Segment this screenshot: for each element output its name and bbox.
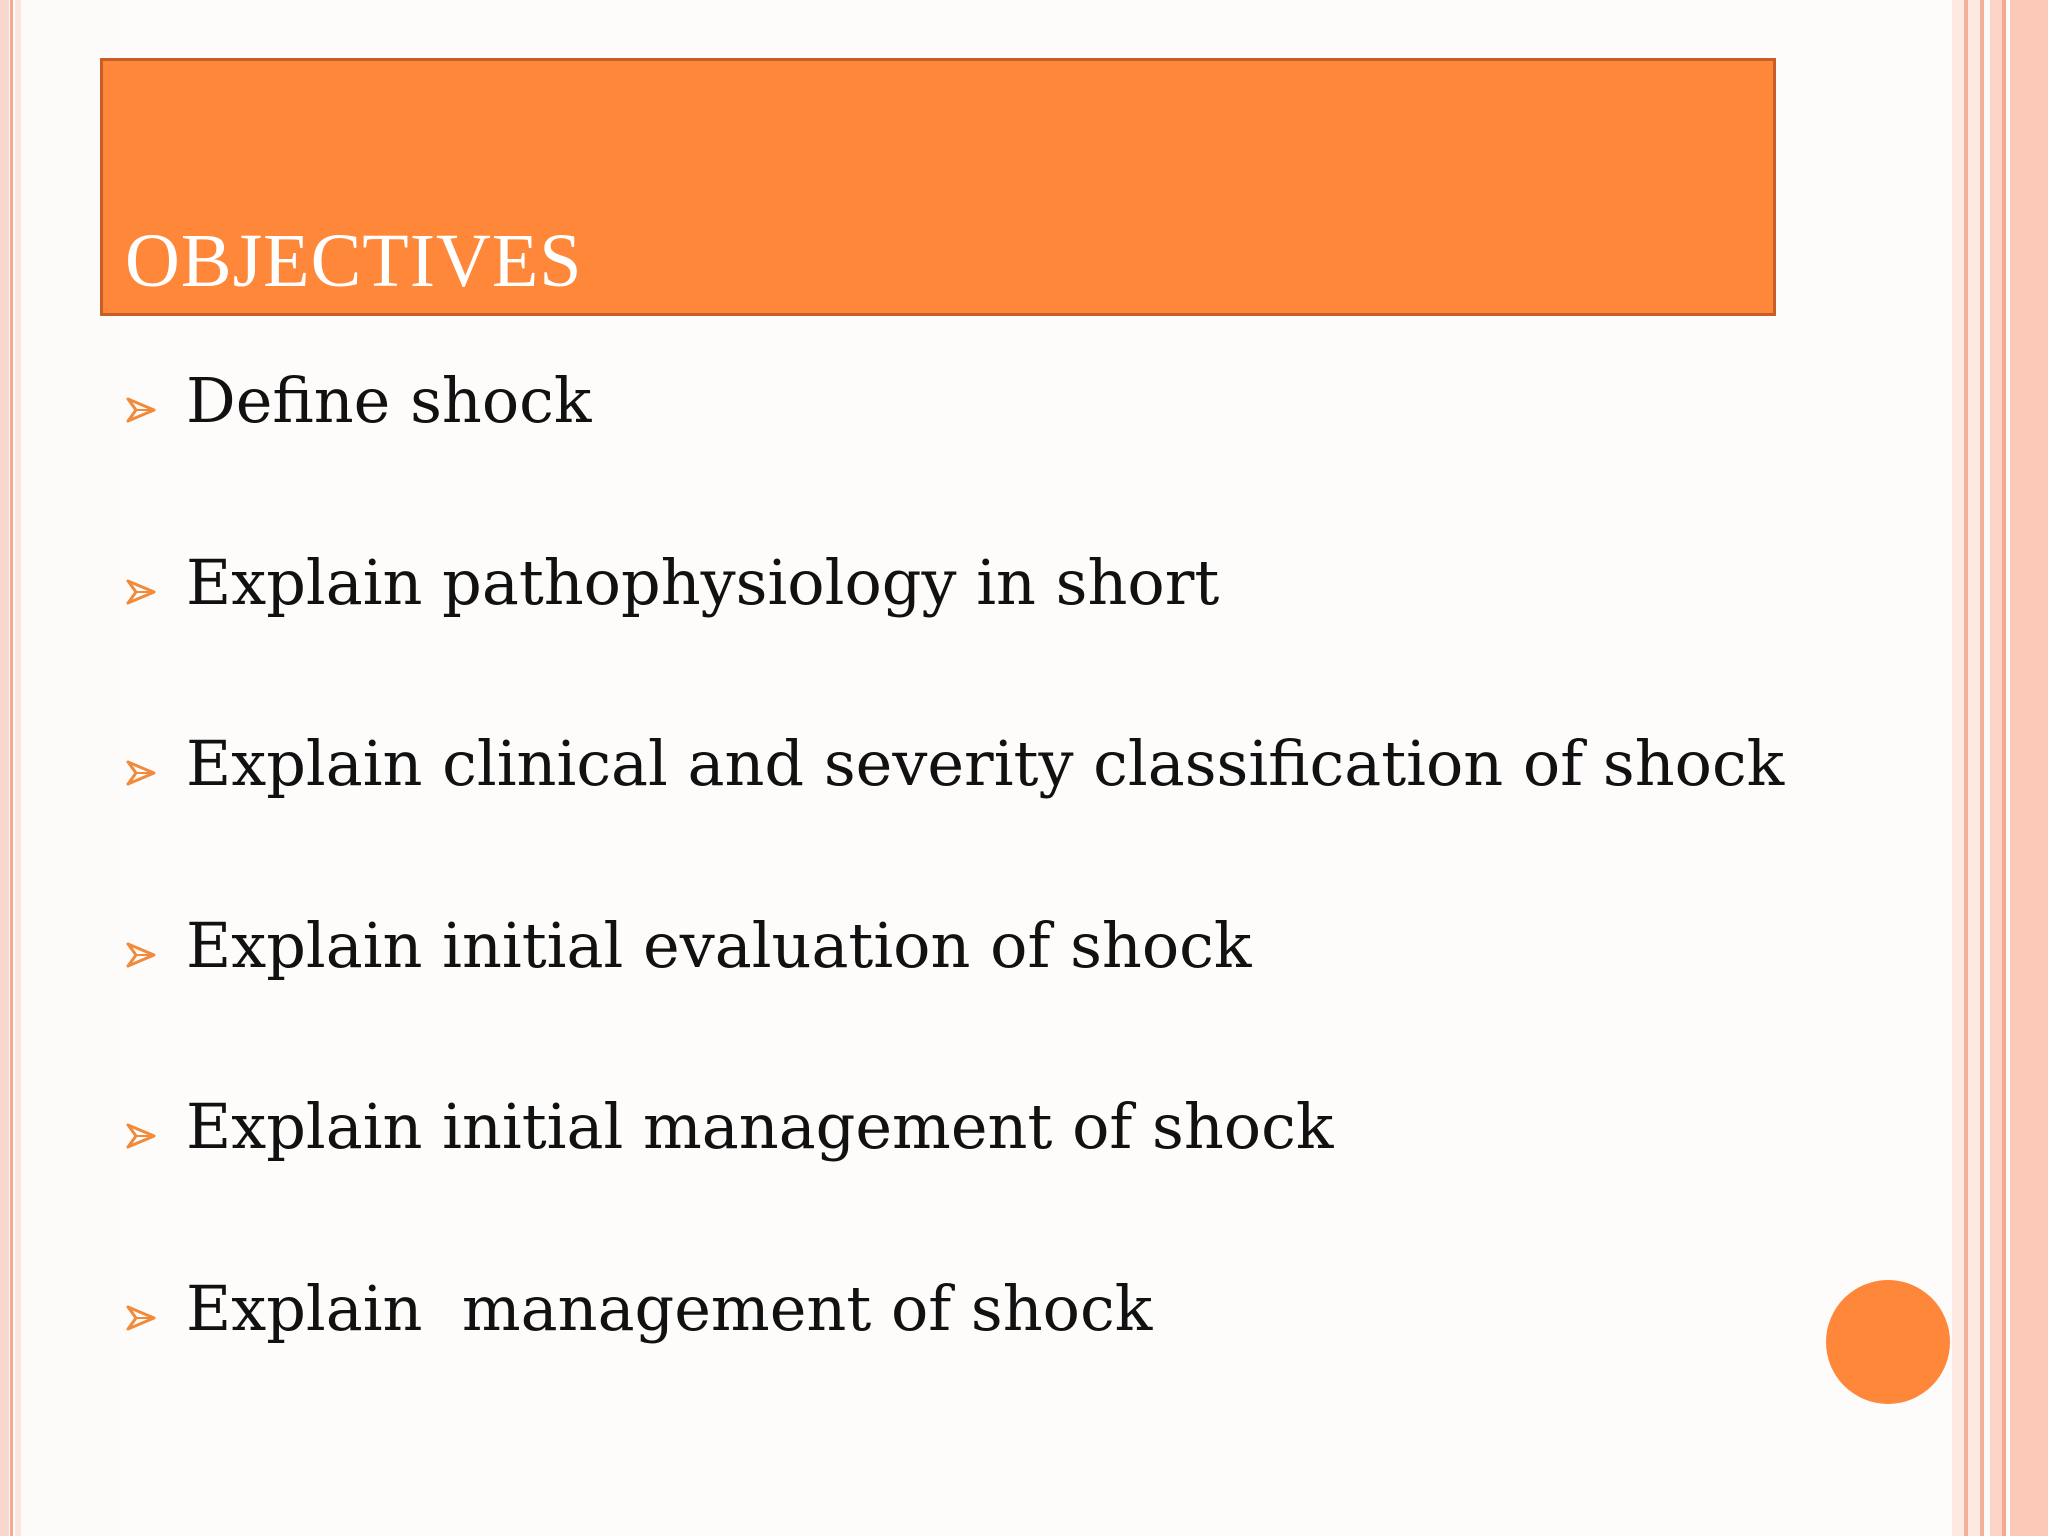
- right-border-stripe: [1952, 0, 1964, 1536]
- right-border-stripe: [1980, 0, 1984, 1536]
- arrowhead-bullet-icon: [124, 756, 158, 790]
- arrowhead-bullet-icon: [124, 1119, 158, 1153]
- right-border-stripe: [2010, 0, 2048, 1536]
- list-item: [124, 365, 1824, 547]
- bullet-text: Explain management of shock: [186, 1271, 1153, 1345]
- bullet-text: Explain pathophysiology in short: [186, 545, 1220, 619]
- title-banner: [100, 58, 1776, 316]
- list-item: [124, 1273, 1824, 1455]
- bullet-text: Explain initial evaluation of shock: [186, 908, 1252, 982]
- slide-title: OBJECTIVES: [125, 219, 583, 303]
- left-border-stripe: [0, 0, 9, 1536]
- list-item: [124, 910, 1824, 1092]
- bullet-text: Define shock: [186, 364, 592, 437]
- left-border-stripe: [10, 0, 13, 1536]
- right-border-stripe: [1968, 0, 1980, 1536]
- objectives-list: [124, 365, 1824, 1454]
- bullet-text: Explain clinical and severity classification of shock: [186, 727, 1785, 800]
- arrowhead-bullet-icon: [124, 575, 158, 609]
- arrowhead-bullet-icon: [124, 393, 158, 427]
- right-border-stripe: [1990, 0, 2002, 1536]
- list-item: [124, 547, 1824, 729]
- left-border-stripe: [15, 0, 21, 1536]
- arrowhead-bullet-icon: [124, 1301, 158, 1335]
- arrowhead-bullet-icon: [124, 938, 158, 972]
- list-item: [124, 728, 1824, 910]
- list-item: [124, 1091, 1824, 1273]
- bullet-text: Explain initial management of shock: [186, 1090, 1334, 1163]
- decorative-circle: [1826, 1280, 1950, 1404]
- right-border-stripe: [2002, 0, 2006, 1536]
